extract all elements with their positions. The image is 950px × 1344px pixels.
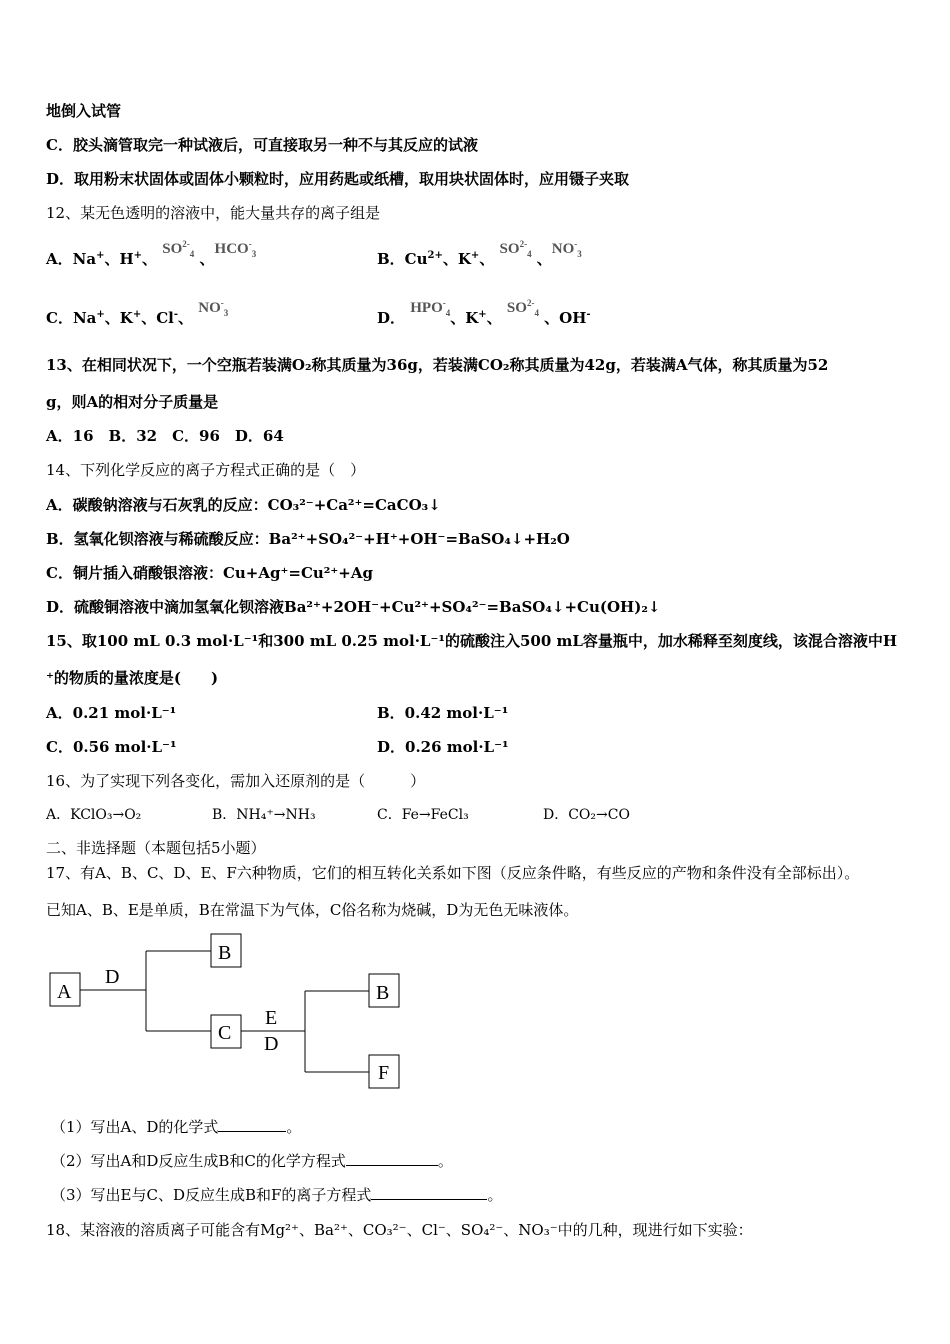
q16-option-b: B．NH₄⁺→NH₃ [212,807,316,823]
q12-option-c: C．Na+、K+、Cl-、 $NO^-_3$ [46,298,229,327]
option-d: D．取用粉末状固体或固体小颗粒时，应用药匙或纸槽，取用块状固体时，应用镊子夹取 [46,170,630,188]
q16-option-d: D．CO₂→CO [543,807,630,823]
q14-option-b: B．氢氧化钡溶液与稀硫酸反应：Ba²⁺+SO₄²⁻+H⁺+OH⁻=BaSO₄↓+H₂O [46,530,570,548]
sulfate-ion: $SO^{2-}_4$ [499,239,532,259]
nitrate-ion: $NO^-_3$ [551,239,582,259]
option-c: C．胶头滴管取完一种试液后，可直接取另一种不与其反应的试液 [46,136,478,154]
question-14-stem: 14、下列化学反应的离子方程式正确的是（ ） [46,461,366,479]
q17-sub2: （2）写出A和D反应生成B和C的化学方程式 。 [51,1152,453,1170]
question-16-stem: 16、为了实现下列各变化，需加入还原剂的是（ ） [46,772,426,790]
q12-option-d: D． $HPO^-_4$、K+、 $SO^{2-}_4$ 、OH- [377,298,591,327]
question-15-line1: 15、取100 mL 0.3 mol·L⁻¹和300 mL 0.25 mol·L⁻¹的硫酸注入500 mL容量瓶中，加水稀释至刻度线，该混合溶液中H [46,632,898,650]
label-e: E [265,1007,278,1029]
q12-option-a: A．Na+、H+、 $SO^{2-}_4$ 、$HCO^-_3$ [46,239,257,268]
label-d-1: D [105,966,120,988]
question-17-line2: 已知A、B、E是单质，B在常温下为气体，C俗名称为烧碱，D为无色无味液体。 [46,901,579,919]
label-c: C [218,1022,232,1044]
conversion-diagram [40,925,420,1095]
q15-option-a: A．0.21 mol·L⁻¹ [46,704,177,722]
q15-option-c: C．0.56 mol·L⁻¹ [46,738,177,756]
q14-option-a: A．碳酸钠溶液与石灰乳的反应：CO₃²⁻+Ca²⁺=CaCO₃↓ [46,496,441,514]
q17-sub3: （3）写出E与C、D反应生成B和F的离子方程式 。 [51,1186,503,1204]
hydrogen-phosphate-ion: $HPO^-_4$ [410,298,451,318]
q16-option-c: C．Fe→FeCl₃ [377,807,469,823]
q16-option-a: A．KClO₃→O₂ [46,807,142,823]
label-a: A [57,981,72,1003]
section-heading: 二、非选择题（本题包括5小题） [46,839,266,857]
q17-sub1: （1）写出A、D的化学式 。 [51,1118,302,1136]
sulfate-ion: $SO^{2-}_4$ [162,239,195,259]
q14-option-c: C．铜片插入硝酸银溶液：Cu+Ag⁺=Cu²⁺+Ag [46,564,373,582]
nitrate-ion: $NO^-_3$ [198,298,229,318]
text-line: 地倒入试管 [46,102,122,120]
question-13-line2: g，则A的相对分子质量是 [46,393,219,411]
question-12-stem: 12、某无色透明的溶液中，能大量共存的离子组是 [46,204,381,222]
q12-option-b: B．$Cu^{2+}$、K+、 $SO^{2-}_4$ 、$NO^-_3$ [377,239,582,268]
label-d-2: D [264,1033,279,1055]
question-13-options: A．16 B．32 C．96 D．64 [46,427,284,445]
q14-option-d: D．硫酸铜溶液中滴加氢氧化钡溶液Ba²⁺+2OH⁻+Cu²⁺+SO₄²⁻=BaSO₄↓+Cu(OH)₂↓ [46,598,661,616]
question-18-stem: 18、某溶液的溶质离子可能含有Mg²⁺、Ba²⁺、CO₃²⁻、Cl⁻、SO₄²⁻、NO₃⁻中的几种，现进行如下实验： [46,1221,753,1239]
label-f: F [378,1062,390,1084]
q15-option-d: D．0.26 mol·L⁻¹ [377,738,509,756]
question-15-line2: ⁺的物质的量浓度是( ) [46,669,219,687]
sulfate-ion: $SO^{2-}_4$ [506,298,539,318]
label-b-top: B [218,942,232,964]
question-17-line1: 17、有A、B、C、D、E、F六种物质，它们的相互转化关系如下图（反应条件略，有些反应的产物和条件没有全部标出）。 [46,864,860,882]
question-13-line1: 13、在相同状况下，一个空瓶若装满O₂称其质量为36g，若装满CO₂称其质量为42g，若装满A气体，称其质量为52 [46,356,829,374]
bicarbonate-ion: $HCO^-_3$ [214,239,257,259]
label-b-right: B [376,982,390,1004]
q15-option-b: B．0.42 mol·L⁻¹ [377,704,509,722]
